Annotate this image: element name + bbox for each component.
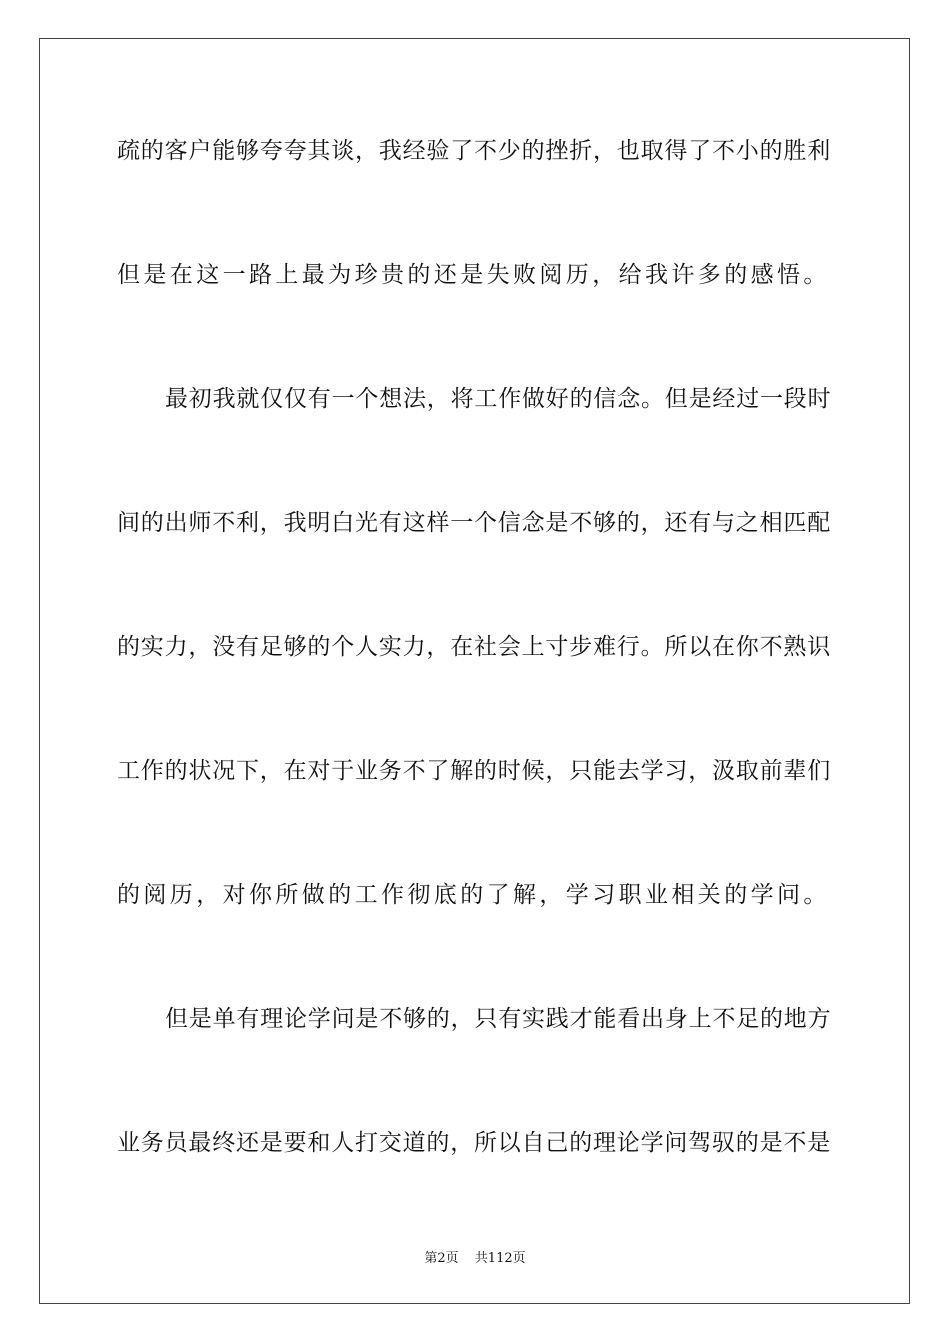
body-text-line: 工作的状况下，在对于业务不了解的时候，只能去学习，汲取前辈们 <box>117 758 831 784</box>
page-footer <box>0 1247 950 1266</box>
page-border <box>39 38 910 1304</box>
page-number: 第2页 <box>424 1251 459 1266</box>
body-text-line: 的实力，没有足够的个人实力，在社会上寸步难行。所以在你不熟识 <box>117 634 831 660</box>
body-text-line: 但是在这一路上最为珍贵的还是失败阅历，给我许多的感悟。 <box>117 262 830 288</box>
body-text-line: 业务员最终还是要和人打交道的，所以自己的理论学问驾驭的是不是 <box>117 1130 831 1156</box>
paragraph-first-line: 但是单有理论学问是不够的，只有实践才能看出身上不足的地方 <box>165 1006 832 1032</box>
paragraph-first-line: 最初我就仅仅有一个想法，将工作做好的信念。但是经过一段时 <box>165 386 832 412</box>
body-text-line: 疏的客户能够夸夸其谈，我经验了不少的挫折，也取得了不小的胜利 <box>117 138 831 164</box>
body-text-line: 间的出师不利，我明白光有这样一个信念是不够的，还有与之相匹配 <box>117 510 831 536</box>
body-text-line: 的阅历，对你所做的工作彻底的了解，学习职业相关的学问。 <box>117 882 830 908</box>
page-total: 共112页 <box>474 1251 526 1266</box>
